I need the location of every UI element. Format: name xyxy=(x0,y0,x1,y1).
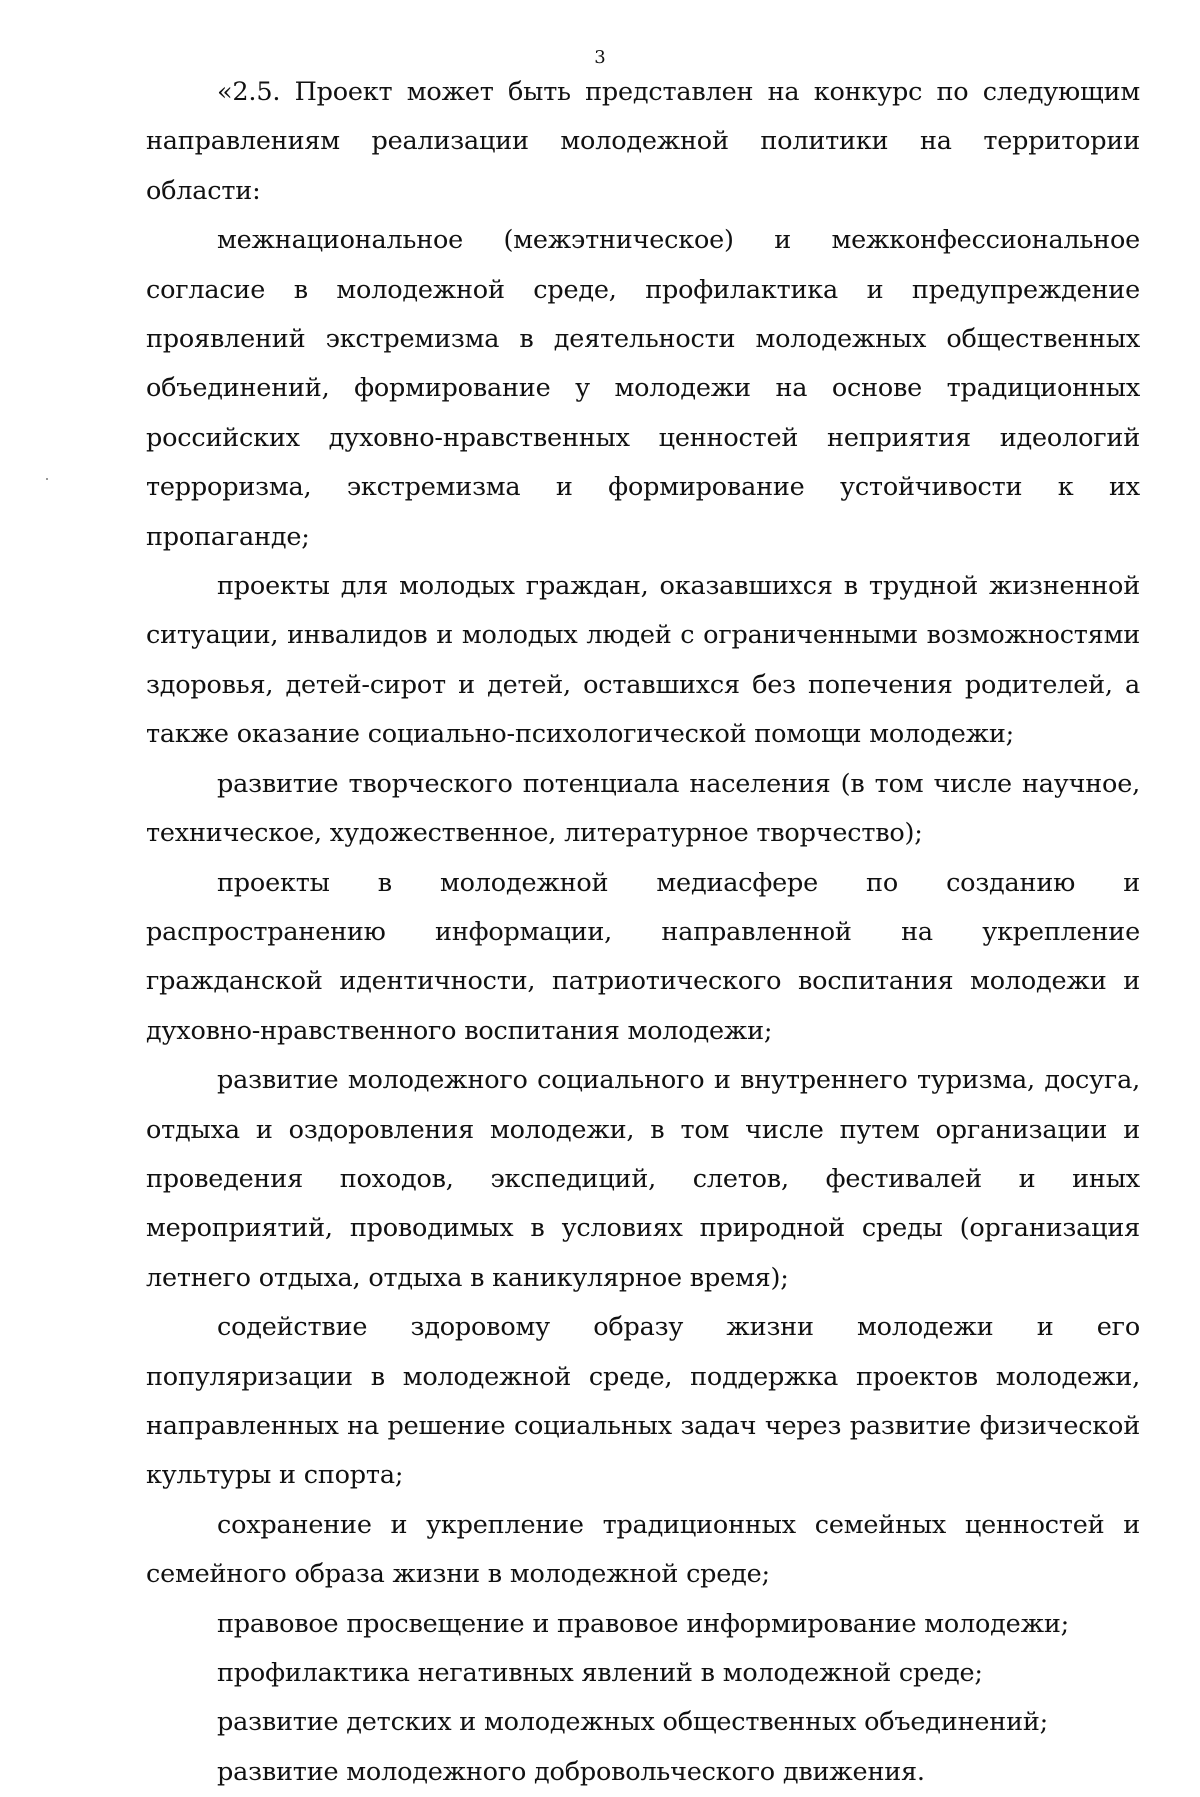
paragraph-interethnic-accord: межнациональное (межэтническое) и межконфессиональное согласие в молодежной среде, профилактика и предупреждение проявлений экстремизма в деятельности молодежных общественных объединений, формирование у молодежи на основе традиционных российских духовно-нравственных ценностей неприятия идеологий терроризма, экстремизма и формирование устойчивости к их пропаганде; xyxy=(146,225,1140,552)
paragraph-healthy-lifestyle: содействие здоровому образу жизни молодежи и его популяризации в молодежной среде, поддержка проектов молодежи, направленных на решение социальных задач через развитие физической культуры и спорта; xyxy=(146,1312,1140,1491)
paragraph-creative-potential: развитие творческого потенциала населения (в том числе научное, техническое, художественное, литературное творчество); xyxy=(146,768,1140,849)
document-body xyxy=(146,68,1140,1797)
paragraph-difficult-situation-projects: проекты для молодых граждан, оказавшихся в трудной жизненной ситуации, инвалидов и молодых людей с ограниченными возможностями здоровья, детей-сирот и детей, оставшихся без попечения родителей, а также оказание социально-психологической помощи молодежи; xyxy=(146,571,1140,750)
paragraph-legal-education: правовое просвещение и правовое информирование молодежи; xyxy=(217,1608,1070,1639)
paragraph-negative-phenomena: профилактика негативных явлений в молодежной среде; xyxy=(217,1658,983,1688)
page-number: 3 xyxy=(594,47,606,68)
scan-speck xyxy=(46,478,48,480)
paragraph-youth-tourism: развитие молодежного социального и внутреннего туризма, досуга, отдыха и оздоровления молодежи, в том числе путем организации и проведения походов, экспедиций, слетов, фестивалей и иных мероприятий, проводимых в условиях природной среды (организация летнего отдыха, отдыха в каникулярное время); xyxy=(146,1065,1140,1293)
paragraph-youth-associations: развитие детских и молодежных общественных объединений; xyxy=(217,1707,1049,1738)
paragraph-media-projects: проекты в молодежной медиасфере по созданию и распространению информации, направленной на укрепление гражданской идентичности, патриотического воспитания молодежи и духовно-нравственного воспитания молодежи; xyxy=(146,867,1140,1046)
paragraph-2-5-intro: «2.5. Проект может быть представлен на конкурс по следующим направлениям реализации молодежной политики на территории области: xyxy=(146,77,1140,206)
paragraph-family-values: сохранение и укрепление традиционных семейных ценностей и семейного образа жизни в молодежной среде; xyxy=(146,1509,1140,1590)
paragraph-volunteer-movement: развитие молодежного добровольческого движения. xyxy=(217,1756,925,1787)
